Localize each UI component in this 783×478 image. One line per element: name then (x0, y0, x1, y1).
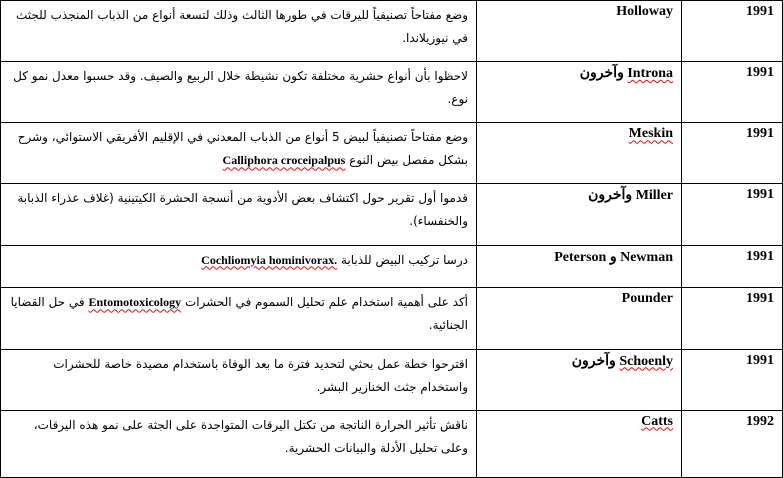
author-cell (477, 245, 682, 288)
year-cell: 1991 (682, 1, 783, 62)
description-text: في حل القضايا الجنائية. (10, 295, 468, 333)
year-cell: 1992 (682, 410, 783, 477)
description-cell: ناقش تأثير الحرارة الناتجة من تكتل اليرقات المتواجدة على الجثة على نمو هذه اليرقات، وعلى تحليل الأدلة والبيانات الحشرية. (1, 410, 477, 477)
year-cell: 1991 (682, 349, 783, 410)
description-cell: قدموا أول تقرير حول اكتشاف بعض الأدوية من أنسجة الحشرة الكيتينية (غلاف عذراء الذبابة والخنفساء). (1, 184, 477, 245)
author-name: Miller (635, 188, 673, 204)
table-row (1, 62, 783, 123)
table-row (1, 184, 783, 245)
term-entomotoxicology: Entomotoxicology (88, 295, 182, 310)
author-cell (477, 288, 682, 349)
description-text: وضع مفتاحاً تصنيفياً لبيض 5 أنواع من الذباب المعدني في الإقليم الأفريقي الاستوائي، وشرح بشكل مفصل بيض النوع (17, 130, 468, 168)
author-suffix: وآخرون (588, 188, 636, 204)
author-name: Schoenly (619, 353, 673, 369)
author-name: Meskin (628, 126, 673, 142)
author-name: Pounder (621, 291, 673, 307)
description-cell (1, 288, 477, 349)
author-name: Newman و Peterson (554, 249, 673, 265)
species-name: Cochliomyia hominivorax. (201, 252, 338, 267)
description-text: درسا تركيب البيض للذبابة (337, 252, 468, 267)
table-row (1, 123, 783, 184)
description-cell: وضع مفتاحاً تصنيفياً لليرقات في طورها الثالث وذلك لتسعة أنواع من الذباب المنجذب للجثث في نيوزيلاندا. (1, 1, 477, 62)
year-cell: 1991 (682, 245, 783, 288)
author-cell (477, 1, 682, 62)
author-suffix: وآخرون (579, 66, 628, 82)
year-cell: 1991 (682, 62, 783, 123)
table-row (1, 245, 783, 288)
author-cell (477, 184, 682, 245)
author-cell (477, 410, 682, 477)
author-cell (477, 123, 682, 184)
description-cell (1, 123, 477, 184)
table-row (1, 288, 783, 349)
table-row (1, 410, 783, 477)
author-name: Catts (641, 413, 673, 429)
year-cell: 1991 (682, 123, 783, 184)
description-cell: اقترحوا خطة عمل بحثي لتحديد فترة ما بعد الوفاة باستخدام مصيدة خاصة للحشرات واستخدام جثث الخنازير البشر. (1, 349, 477, 410)
year-cell: 1991 (682, 184, 783, 245)
table-row (1, 1, 783, 62)
table-row (1, 349, 783, 410)
author-cell (477, 62, 682, 123)
author-suffix: وآخرون (571, 353, 620, 369)
author-name: Introna (627, 66, 673, 82)
species-name: Calliphora croceipalpus (222, 153, 346, 168)
author-cell (477, 349, 682, 410)
description-text: أكد على أهمية استخدام علم تحليل السموم في الحشرات (181, 295, 468, 310)
description-cell: لاحظوا بأن أنواع حشرية مختلفة تكون نشيطة خلال الربيع والصيف. وقد حسبوا معدل نمو كل نوع. (1, 62, 477, 123)
year-cell: 1991 (682, 288, 783, 349)
description-cell (1, 245, 477, 288)
author-name: Holloway (616, 4, 673, 19)
